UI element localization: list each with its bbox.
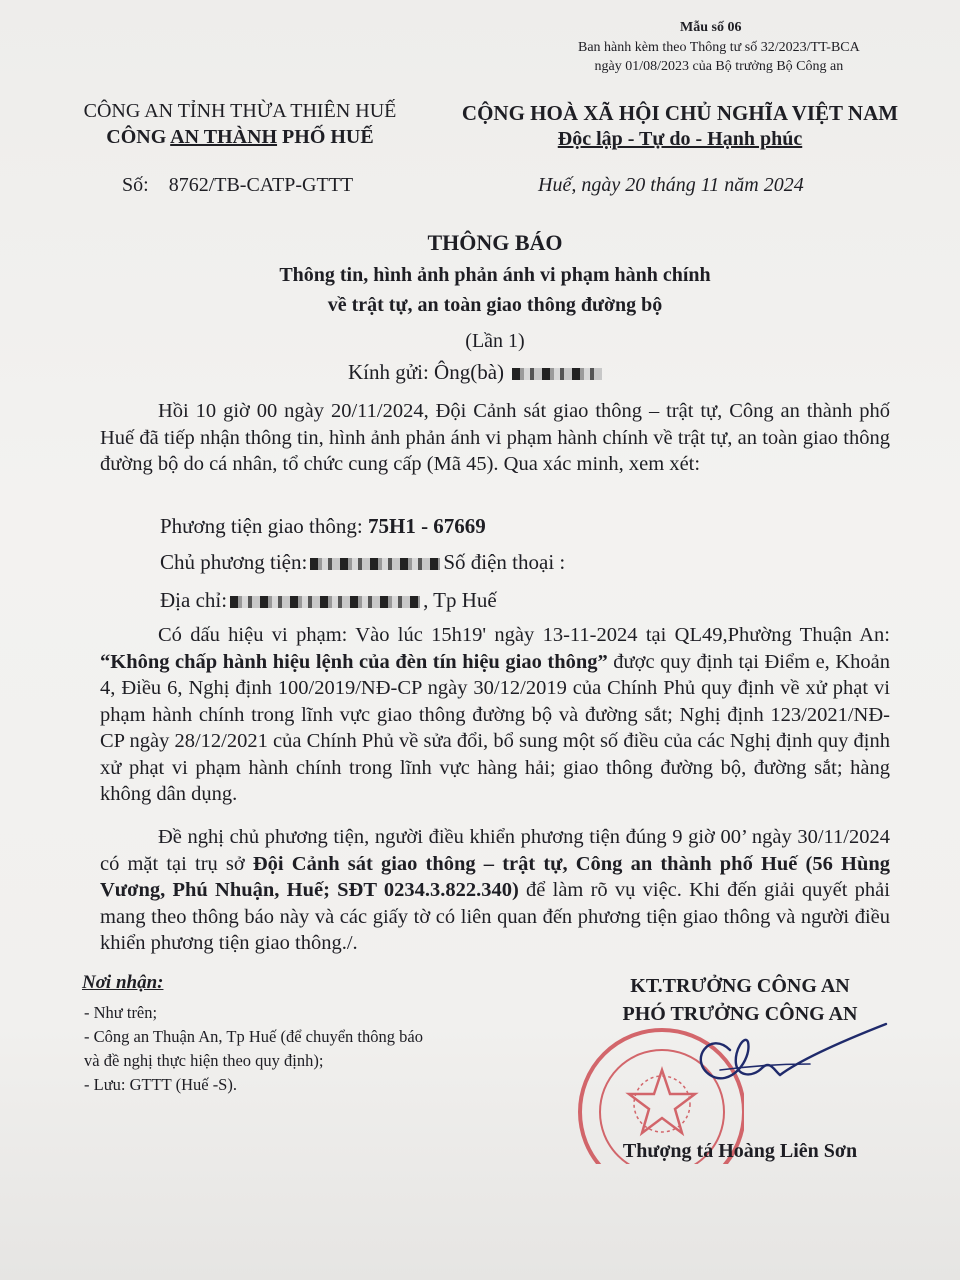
document-subtitle-1: Thông tin, hình ảnh phản ánh vi phạm hành chính <box>279 264 711 286</box>
notice-count: (Lần 1) <box>465 330 525 352</box>
signature-icon <box>690 1020 890 1100</box>
recipient-item: và đề nghị thực hiện theo quy định); <box>84 1051 324 1070</box>
national-header <box>440 100 920 152</box>
recipient-item: - Lưu: GTTT (Huế -S). <box>84 1075 237 1094</box>
form-number: Mẫu số 06 <box>680 20 742 35</box>
document-number: Số: 8762/TB-CATP-GTTT <box>122 174 354 196</box>
recipient-item: - Công an Thuận An, Tp Huế (để chuyển thông báo <box>84 1027 423 1046</box>
issuance-note-line-1: Ban hành kèm theo Thông tư số 32/2023/TT-BCA <box>578 40 860 55</box>
redacted-owner <box>310 558 440 570</box>
recipient-line: Kính gửi: Ông(bà) <box>348 360 605 385</box>
vehicle-plate-line: Phương tiện giao thông: 75H1 - 67669 <box>160 514 486 538</box>
recipients-heading: Nơi nhận: <box>82 972 164 993</box>
document-date: Huế, ngày 20 tháng 11 năm 2024 <box>538 174 804 196</box>
agency-header <box>40 98 440 150</box>
agency-parent: CÔNG AN TỈNH THỪA THIÊN HUẾ <box>83 100 397 122</box>
paragraph-violation: Có dấu hiệu vi phạm: Vào lúc 15h19' ngày 13-11-2024 tại QL49,Phường Thuận An: “Không chấp hành hiệu lệnh của đèn tín hiệu giao thông” được quy định tại Điểm e, Khoản 4, Điều 6, Nghị định 100/2019/NĐ-CP ngày 30/12/2019 của Chính Phủ quy định về xử phạt vi phạm hành chính trong lĩnh vực giao thông đường bộ và đường sắt; Nghị định 123/2021/NĐ-CP ngày 28/12/2021 của Chính Phủ về sửa đổi, bổ sung một số điều của các Nghị định quy định xử phạt vi phạm hành chính trong lĩnh vực hàng hải; giao thông đường bộ, đường sắt; hàng không dân dụng. <box>100 624 890 805</box>
signatory-block <box>560 972 920 1028</box>
agency-name: CÔNG AN THÀNH PHỐ HUẾ <box>106 126 374 148</box>
document-subtitle-2: về trật tự, an toàn giao thông đường bộ <box>327 294 663 316</box>
redacted-name <box>512 368 602 380</box>
document-title: THÔNG BÁO <box>427 230 563 255</box>
signatory-title-1: KT.TRƯỞNG CÔNG AN <box>630 975 850 997</box>
paragraph-intro: Hồi 10 giờ 00 ngày 20/11/2024, Đội Cảnh sát giao thông – trật tự, Công an thành phố Huế đã tiếp nhận thông tin, hình ảnh phản ánh vi phạm hành chính về trật tự, an toàn giao thông đường bộ do cá nhân, tổ chức cung cấp (Mã 45). Qua xác minh, xem xét: <box>100 400 890 475</box>
vehicle-owner-line: Chủ phương tiện: Số điện thoại : <box>160 550 566 574</box>
national-motto: Độc lập - Tự do - Hạnh phúc <box>557 128 803 150</box>
address-line: Địa chỉ: , Tp Huế <box>160 588 497 612</box>
national-title: CỘNG HOÀ XÃ HỘI CHỦ NGHĨA VIỆT NAM <box>461 101 899 125</box>
signatory-name: Thượng tá Hoàng Liên Sơn <box>622 1140 858 1162</box>
issuance-note <box>578 38 860 76</box>
signatory-title-2: PHÓ TRƯỞNG CÔNG AN <box>622 1003 858 1025</box>
issuance-note-line-2: ngày 01/08/2023 của Bộ trưởng Bộ Công an <box>594 59 844 74</box>
paragraph-request: Đề nghị chủ phương tiện, người điều khiển phương tiện đúng 9 giờ 00’ ngày 30/11/2024 có mặt tại trụ sở Đội Cảnh sát giao thông – trật tự, Công an thành phố Huế (56 Hùng Vương, Phú Nhuận, Huế; SĐT 0234.3.822.340) để làm rõ vụ việc. Khi đến giải quyết phải mang theo thông báo này và các giấy tờ có liên quan đến phương tiện giao thông và người điều khiển phương tiện giao thông./. <box>100 826 891 954</box>
recipient-item: - Như trên; <box>84 1003 158 1022</box>
redacted-address <box>230 596 420 608</box>
